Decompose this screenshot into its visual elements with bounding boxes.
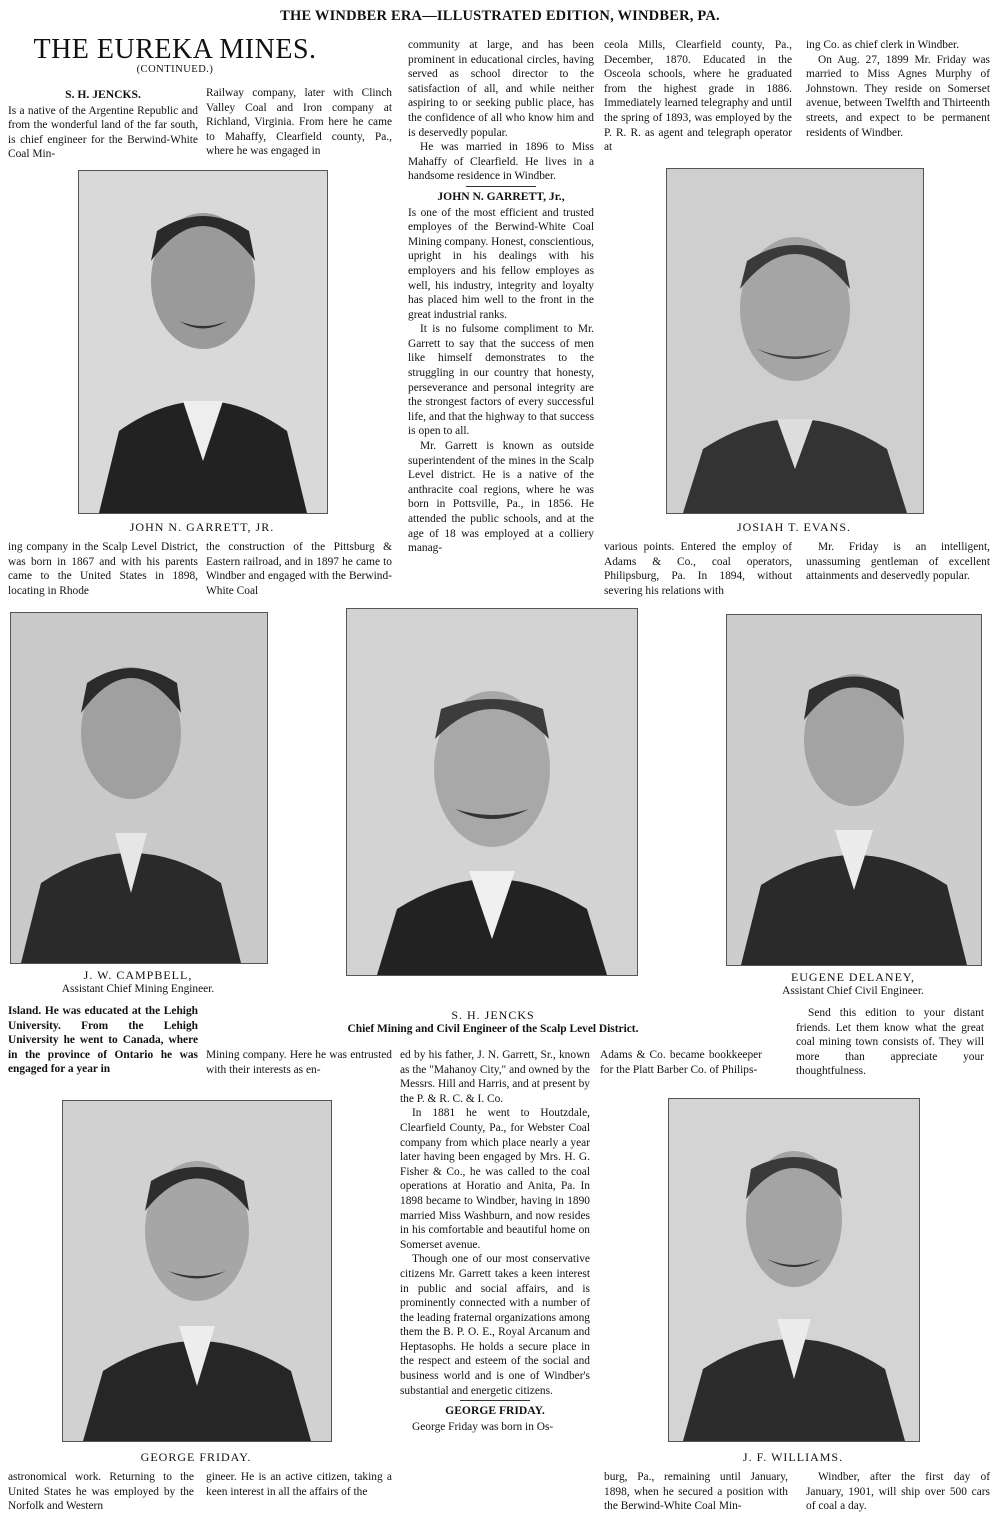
low-text-3d: George Friday was born in Os- — [412, 1420, 554, 1433]
col3-married-text: He was married in 1896 to Miss Mahaffy of Clearfield. He lives in a handsome residence in Windber. — [408, 141, 594, 183]
portrait-evans-icon — [667, 169, 923, 513]
portrait-campbell — [10, 612, 268, 964]
subcaption-jencks: Chief Mining and Civil Engineer of the Scalp Level District. — [347, 1023, 639, 1035]
mid-text-4: various points. Entered the employ of Adams & Co., coal operators, Philipsburg, Pa. In 1894, without severing his relations with — [604, 541, 792, 597]
subcaption-delaney: Assistant Chief Civil Engineer. — [782, 985, 924, 997]
divider-friday — [460, 1400, 530, 1401]
caption-delaney-block — [726, 970, 980, 998]
garrett-para-3: Mr. Garrett is known as outside superintendent of the mines in the Scalp Level district. He is a native of the anthracite coal regions, where he was born in Pottsville, Pa., in 1856. He attended the public schools, and at the age of 18 was employed at a colliery manag- — [408, 440, 594, 555]
mid-text-1: ing company in the Scalp Level District, was born in 1867 and with his parents came to the United States in 1898, locating in Rhode — [8, 541, 198, 597]
newspaper-header: THE WINDBER ERA—ILLUSTRATED EDITION, WINDBER, PA. — [280, 8, 720, 24]
caption-campbell-block — [10, 968, 266, 996]
low-col-5 — [796, 1006, 984, 1079]
low-col-4 — [600, 1048, 762, 1077]
mid-text-2: the construction of the Pittsburg & Eastern railroad, and in 1897 he came to Windber and engaged with the Berwind-White Coal — [206, 541, 392, 597]
bottom-text-4: burg, Pa., remaining until January, 1898, when he secured a position with the Berwind-White Coal Min- — [604, 1471, 788, 1513]
bottom-text-5: Windber, after the first day of January, 1901, will ship over 500 cars of coal a day. — [806, 1471, 990, 1513]
portrait-garrett — [78, 170, 328, 514]
bottom-text-2: gineer. He is an active citizen, taking a keen interest in all the affairs of the — [206, 1471, 392, 1498]
garrett-para-1: Is one of the most efficient and trusted employes of the Berwind-White Coal Mining company. Honest, conscientious, upright in his dealings with his employers and his fellow employes as well, his industry, integrity and loyalty has placed him well to the front in the great industrial ranks. — [408, 206, 594, 321]
portrait-garrett-icon — [79, 171, 327, 513]
low-col-1 — [8, 1004, 198, 1077]
low-text-5: Send this edition to your distant friends. Let them know what the great coal mining town consists of. They will more than appreciate your thoughtfulness. — [796, 1007, 984, 1078]
caption-delaney: EUGENE DELANEY, — [790, 970, 916, 984]
bottom-col-5 — [806, 1470, 990, 1514]
low-text-3c: Though one of our most conservative citizens Mr. Garrett takes a keen interest in public and social affairs, and is prominently connected with a number of the leading fraternal organizations among them the B. P. O. E., Royal Arcanum and Heptasophs. He holds a secure place in the respect and esteem of the social and business world and is one of Windber's substantial and energetic citizens. — [400, 1253, 590, 1397]
friday-heading: GEORGE FRIDAY. — [445, 1404, 545, 1418]
garrett-para-2: It is no fulsome compliment to Mr. Garrett to say that the success of men like himself demonstrates to the struggling in our country that honesty, perseverance and personal integrity are the strongest factors of every successful life, and that the highway to that success is open to all. — [408, 323, 594, 438]
bottom-col-2 — [206, 1470, 392, 1499]
mid-col-5 — [806, 540, 990, 584]
divider — [466, 186, 536, 187]
portrait-evans — [666, 168, 924, 514]
caption-jencks: S. H. JENCKS — [451, 1008, 535, 1022]
low-col-3 — [400, 1048, 590, 1434]
low-text-1: Island. He was educated at the Lehigh University. From the Lehigh University he went to Canada, where in the province of Ontario he was engaged for a year in — [8, 1005, 198, 1076]
mid-col-1 — [8, 540, 198, 598]
caption-evans: JOSIAH T. EVANS. — [736, 520, 851, 534]
subcaption-campbell: Assistant Chief Mining Engineer. — [61, 983, 215, 995]
mid-text-5: Mr. Friday is an intelligent, unassuming gentleman of excellent attainments and deservedly popular. — [806, 541, 990, 583]
portrait-friday-icon — [63, 1101, 331, 1441]
article-title: THE EUREKA MINES. — [33, 34, 317, 65]
continued-note: (CONTINUED.) — [136, 64, 214, 75]
caption-campbell: J. W. CAMPBELL, — [83, 968, 193, 982]
portrait-williams — [668, 1098, 920, 1442]
column-3 — [408, 38, 594, 556]
low-text-3b: In 1881 he went to Houtzdale, Clearfield County, Pa., for Webster Coal company from which place nearly a year later having been engaged by Mrs. H. G. Fisher & Co., he was called to the coal operations at Horatio and Anita, Pa. In 1898 became to Windber, having in 1890 married Miss Washburn, and now resides in his comfortable and beautiful home on Somerset avenue. — [400, 1107, 590, 1251]
garrett-heading: JOHN N. GARRETT, Jr., — [437, 189, 565, 203]
portrait-jencks-icon — [347, 609, 637, 975]
bottom-col-1 — [8, 1470, 194, 1514]
caption-williams: J. F. WILLIAMS. — [742, 1450, 844, 1464]
mid-col-4 — [604, 540, 792, 598]
portrait-campbell-icon — [11, 613, 267, 963]
column-4-top — [604, 38, 792, 155]
bottom-text-1: astronomical work. Returning to the United States he was employed by the Norfolk and Western — [8, 1471, 194, 1513]
jencks-intro: Is a native of the Argentine Republic and from the wonderful land of the far south, is chief engineer for the Berwind-White Coal Min- — [8, 104, 198, 161]
portrait-jencks — [346, 608, 638, 976]
portrait-delaney — [726, 614, 982, 966]
column-5-top — [806, 38, 990, 140]
friday-cont-top: ceola Mills, Clearfield county, Pa., December, 1870. Educated in the Osceola schools, where he graduated from the highest grade in 1886. Immediately learned telegraphy and until the spring of 1893, was employed by the P. R. R. as agent and telegraph operator at — [604, 39, 792, 154]
caption-jencks-block — [300, 1008, 686, 1036]
low-text-2: Mining company. Here he was entrusted with their interests as en- — [206, 1049, 392, 1076]
portrait-friday — [62, 1100, 332, 1442]
friday-married: On Aug. 27, 1899 Mr. Friday was married to Miss Agnes Murphy of Johnstown. They reside on Somerset avenue, between Twelfth and Thirteenth streets, and expect to be permanent residents of Windber. — [806, 53, 990, 139]
bottom-col-4 — [604, 1470, 788, 1514]
column-1-top — [8, 86, 198, 162]
low-text-4: Adams & Co. became bookkeeper for the Platt Barber Co. of Philips- — [600, 1049, 762, 1076]
portrait-delaney-icon — [727, 615, 981, 965]
mid-col-2 — [206, 540, 392, 598]
col3-top-text: community at large, and has been prominent in educational circles, having served as school director to the satisfaction of all, and while neither aspiring to or seeking public place, has the confidence of all who know him and is deservedly popular. — [408, 39, 594, 139]
low-text-3a: ed by his father, J. N. Garrett, Sr., known as the "Mahanoy City," and owned by the Messrs. Hill and Harris, and at present by the P. & R. C. & I. Co. — [400, 1049, 590, 1105]
friday-clerk: ing Co. as chief clerk in Windber. — [806, 39, 960, 51]
column-2-top — [206, 86, 392, 159]
jencks-heading: S. H. JENCKS. — [65, 88, 141, 101]
jencks-cont: Railway company, later with Clinch Valley Coal and Iron company at Richland, Virginia. From here he came to Mahaffy, Clearfield county, Pa., where he was engaged in — [206, 87, 392, 158]
low-col-2 — [206, 1048, 392, 1077]
portrait-williams-icon — [669, 1099, 919, 1441]
caption-friday: GEORGE FRIDAY. — [140, 1450, 252, 1464]
caption-garrett: JOHN N. GARRETT, JR. — [129, 520, 275, 534]
